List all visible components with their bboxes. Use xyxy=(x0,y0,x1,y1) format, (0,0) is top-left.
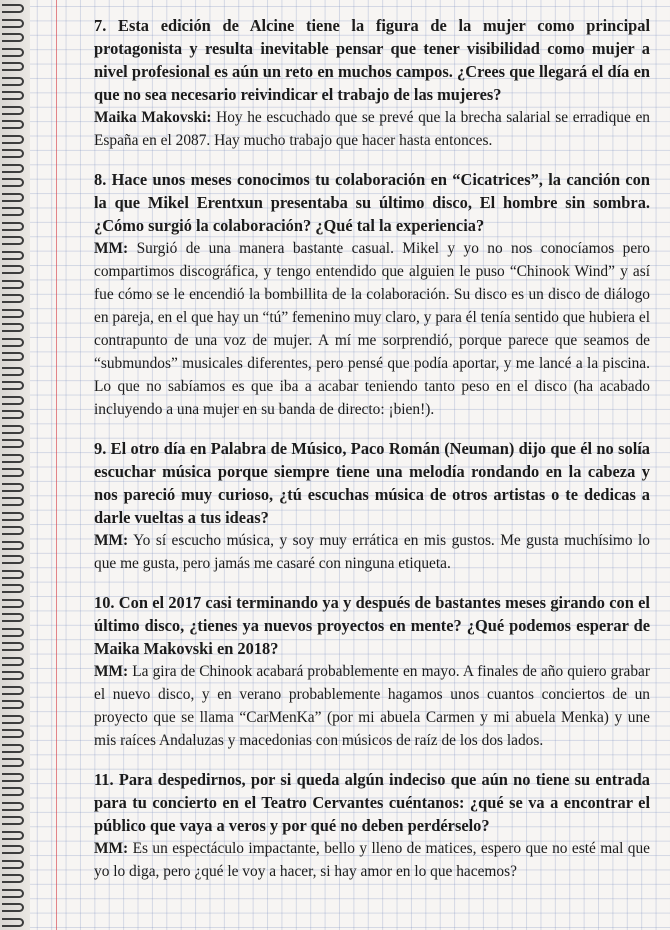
answer-text: Es un espectáculo impactante, bello y lleno de matices, espero que no esté mal que yo lo diga, pero ¿qué le voy a hacer, si hay amor en lo que hacemos? xyxy=(94,840,650,880)
spiral-ring xyxy=(2,874,24,883)
answer-7 xyxy=(94,106,650,152)
answer-text: Surgió de una manera bastante casual. Mikel y yo no nos conocíamos pero compartimos discográfica, y tengo entendido que alguien le puso “Chinook Wind” y así fue cómo se le encendió la bombillita de la colaboración. Su disco es un disco de diálogo en pareja, en el que hay un “tú” femenino muy claro, y para él tenía sentido que hubiera el contrapunto de una voz de mujer. A mí me sorprendió, porque parece que seamos de “submundos” musicales diferentes, pero pensé que podía aportar, y me lancé a la piscina. Lo que no sabíamos es que iba a acabar teniendo tanto peso en el disco (ha acabado incluyendo a una mujer en su banda de directo: ¡bien!). xyxy=(94,240,650,418)
spiral-ring xyxy=(2,918,24,927)
spiral-ring xyxy=(2,62,24,71)
answer-text: Yo sí escucho música, y soy muy errática en mis gustos. Me gusta muchísimo lo que me gusta, pero jamás me casaré con ninguna etiqueta. xyxy=(94,532,651,572)
spiral-ring xyxy=(2,309,24,318)
spiral-ring xyxy=(2,381,24,390)
spiral-ring xyxy=(2,178,24,187)
spiral-ring xyxy=(2,91,24,100)
spiral-ring xyxy=(2,193,24,202)
speaker-label: MM: xyxy=(94,532,129,549)
spiral-ring xyxy=(2,19,24,28)
answer-11 xyxy=(94,837,650,883)
answer-text: Hoy he escuchado que se prevé que la brecha salarial se erradique en España en el 2087. Hay mucho trabajo que hacer hasta entonces. xyxy=(94,109,650,149)
spiral-ring xyxy=(2,236,24,245)
spiral-ring xyxy=(2,294,24,303)
answer-9 xyxy=(94,529,650,575)
spiral-ring xyxy=(2,584,24,593)
spiral-ring xyxy=(2,352,24,361)
spiral-ring xyxy=(2,512,24,521)
spiral-ring xyxy=(2,700,24,709)
spiral-ring xyxy=(2,903,24,912)
spiral-ring xyxy=(2,802,24,811)
question-8: 8. Hace unos meses conocimos tu colaboración en “Cicatrices”, la canción con la que Mikel Erentxun presentaba su último disco, El hombre sin sombra. ¿Cómo surgió la colaboración? ¿Qué tal la experiencia? xyxy=(94,170,650,235)
spiral-ring xyxy=(2,715,24,724)
spiral-ring xyxy=(2,468,24,477)
spiral-ring xyxy=(2,628,24,637)
spiral-ring xyxy=(2,149,24,158)
question-10: 10. Con el 2017 casi terminando ya y después de bastantes meses girando con el último disco, ¿tienes ya nuevos proyectos en mente? ¿Qué podemos esperar de Maika Makovski en 2018? xyxy=(94,593,650,658)
question-9: 9. El otro día en Palabra de Músico, Paco Román (Neuman) dijo que él no solía escuchar música porque siempre tiene una melodía rondando en la cabeza y nos pareció muy curioso, ¿tú escuchas música de otros artistas o te dedicas a darle vueltas a tus ideas? xyxy=(94,439,650,527)
spiral-ring xyxy=(2,744,24,753)
spiral-ring xyxy=(2,367,24,376)
qa-block-8 xyxy=(94,168,650,421)
spiral-ring xyxy=(2,323,24,332)
spiral-ring xyxy=(2,787,24,796)
spiral-ring xyxy=(2,77,24,86)
qa-block-10 xyxy=(94,591,650,752)
spiral-ring xyxy=(2,425,24,434)
spiral-ring xyxy=(2,671,24,680)
spiral-ring xyxy=(2,4,24,13)
spiral-ring xyxy=(2,831,24,840)
speaker-label: MM: xyxy=(94,663,129,680)
spiral-ring xyxy=(2,613,24,622)
spiral-ring xyxy=(2,541,24,550)
spiral-ring xyxy=(2,729,24,738)
spiral-ring xyxy=(2,106,24,115)
spiral-ring xyxy=(2,686,24,695)
spiral-ring xyxy=(2,120,24,129)
spiral-ring xyxy=(2,396,24,405)
spiral-ring xyxy=(2,657,24,666)
spiral-ring xyxy=(2,526,24,535)
spiral-ring xyxy=(2,410,24,419)
spiral-ring xyxy=(2,758,24,767)
spiral-ring xyxy=(2,33,24,42)
spiral-ring xyxy=(2,555,24,564)
spiral-ring xyxy=(2,338,24,347)
spiral-ring xyxy=(2,164,24,173)
spiral-ring xyxy=(2,439,24,448)
question-11: 11. Para despedirnos, por si queda algún indeciso que aún no tiene su entrada para tu concierto en el Teatro Cervantes cuéntanos: ¿qué se va a encontrar el público que vaya a veros y por qué no deben perdérselo? xyxy=(94,770,650,835)
speaker-label: MM: xyxy=(94,240,129,257)
answer-10 xyxy=(94,660,650,752)
spiral-ring xyxy=(2,265,24,274)
spiral-ring xyxy=(2,454,24,463)
spiral-ring xyxy=(2,280,24,289)
spiral-ring xyxy=(2,599,24,608)
spiral-ring xyxy=(2,816,24,825)
speaker-label: MM: xyxy=(94,840,129,857)
speaker-label: Maika Makovski: xyxy=(94,109,212,126)
qa-block-7 xyxy=(94,14,650,152)
spiral-ring xyxy=(2,222,24,231)
spiral-ring xyxy=(2,135,24,144)
spiral-ring xyxy=(2,251,24,260)
question-7: 7. Esta edición de Alcine tiene la figura de la mujer como principal protagonista y resulta inevitable pensar que tener visibilidad como mujer a nivel profesional es aún un reto en muchos campos. ¿Crees que llegará el día en que no sea necesario reivindicar el trabajo de las mujeres? xyxy=(94,16,650,104)
spiral-ring xyxy=(2,889,24,898)
answer-8 xyxy=(94,237,650,421)
spiral-ring xyxy=(2,773,24,782)
spiral-ring xyxy=(2,48,24,57)
spiral-ring xyxy=(2,497,24,506)
spiral-ring xyxy=(2,845,24,854)
spiral-ring xyxy=(2,207,24,216)
qa-block-11 xyxy=(94,768,650,883)
margin-line xyxy=(56,0,57,930)
spiral-ring xyxy=(2,483,24,492)
answer-text: La gira de Chinook acabará probablemente en mayo. A finales de año quiero grabar el nuevo disco, y en verano probablemente hagamos unos cuantos conciertos de un proyecto que se llama “CarMenKa” (por mi abuela Carmen y mi abuela Menka) y une mis raíces Andaluzas y macedonias con músicos de raíz de los dos lados. xyxy=(94,663,650,749)
qa-block-9 xyxy=(94,437,650,575)
spiral-ring xyxy=(2,860,24,869)
spiral-ring xyxy=(2,570,24,579)
spiral-ring xyxy=(2,642,24,651)
interview-page xyxy=(94,14,650,899)
